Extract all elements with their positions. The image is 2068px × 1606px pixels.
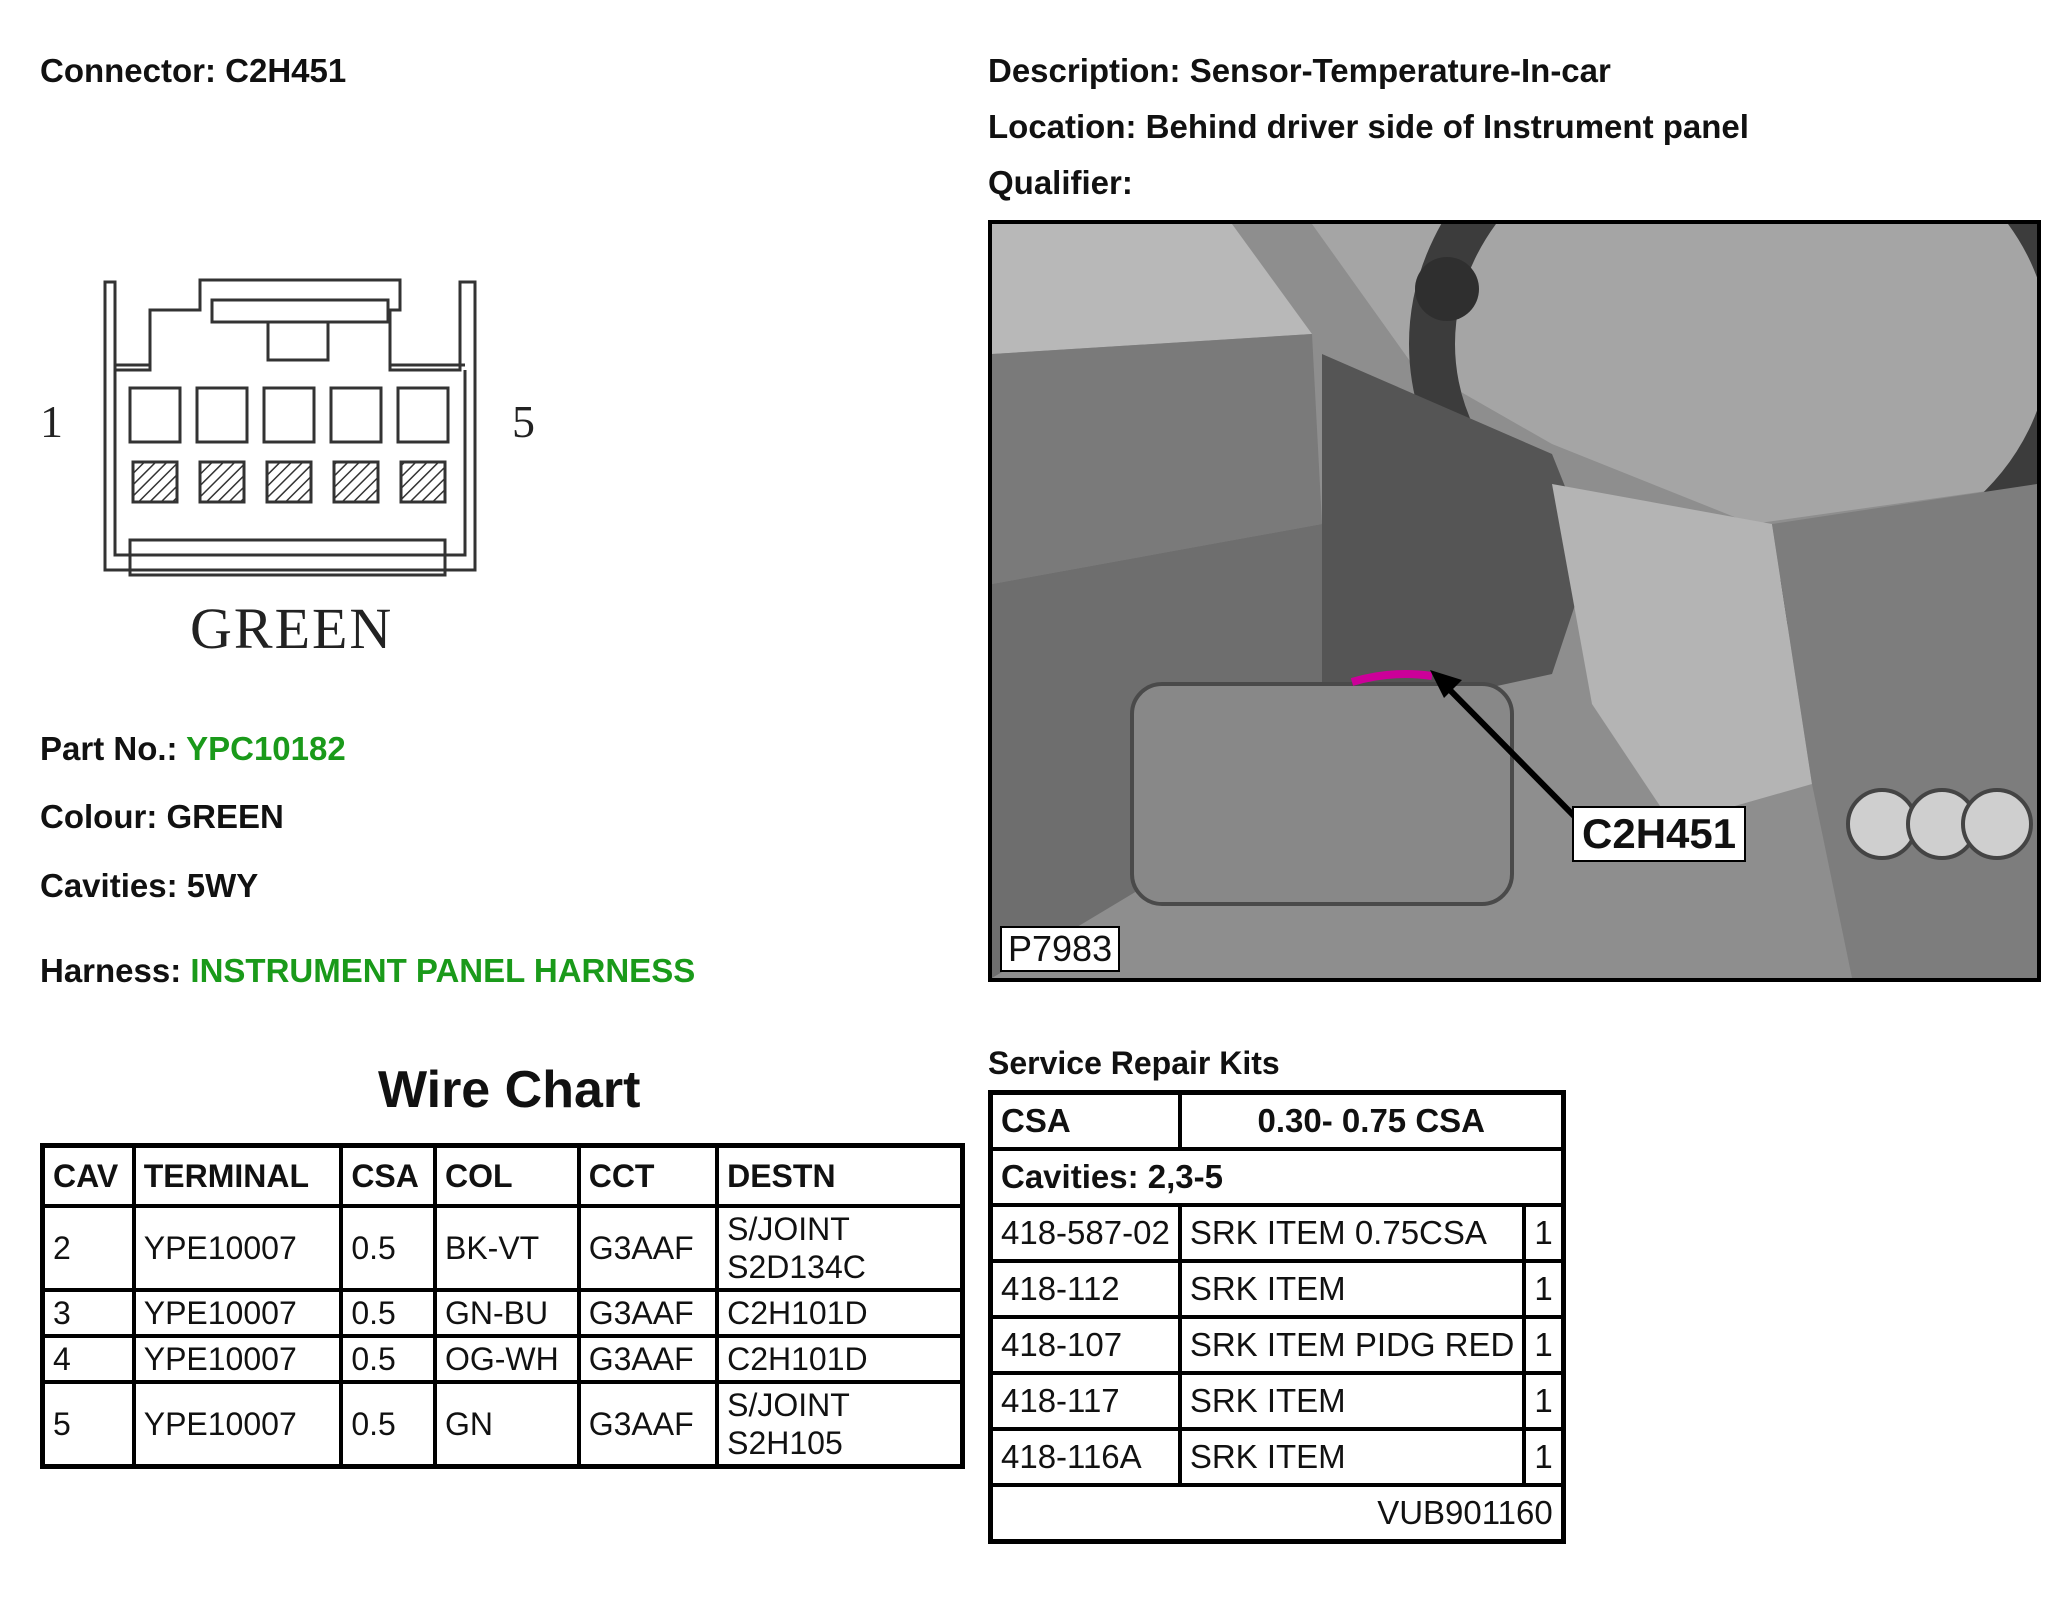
photo-callout-label: C2H451: [1572, 806, 1746, 862]
col-col: COL: [435, 1146, 579, 1207]
srk-qty: 1: [1524, 1373, 1563, 1429]
col-csa: CSA: [341, 1146, 435, 1207]
pin-5-label: 5: [512, 396, 535, 447]
connector-colour-caption: GREEN: [190, 596, 394, 661]
part-number-value[interactable]: YPC10182: [186, 730, 346, 767]
wire-chart-title: Wire Chart: [378, 1061, 641, 1119]
srk-cavities: Cavities: 2,3-5: [991, 1149, 1564, 1205]
cell-csa: 0.5: [341, 1336, 435, 1382]
col-cav: CAV: [43, 1146, 134, 1207]
srk-csa-row: [991, 1093, 1564, 1150]
cell-col: BK-VT: [435, 1206, 579, 1290]
cell-csa: 0.5: [341, 1382, 435, 1467]
cavities-label: Cavities: 5WY: [40, 867, 259, 904]
table-row: [991, 1429, 1564, 1485]
pin-1-label: 1: [40, 396, 63, 447]
photo-reference: P7983: [1000, 926, 1120, 972]
table-row: [991, 1261, 1564, 1317]
connector-location-photo: [988, 220, 2041, 982]
srk-part: 418-116A: [991, 1429, 1180, 1485]
connector-label: Connector: C2H451: [40, 52, 347, 89]
srk-footer-row: [991, 1485, 1564, 1542]
srk-part: 418-107: [991, 1317, 1180, 1373]
srk-desc: SRK ITEM 0.75CSA: [1180, 1205, 1525, 1261]
table-row: [991, 1373, 1564, 1429]
cell-cav: 5: [43, 1382, 134, 1467]
cell-terminal: YPE10007: [134, 1290, 342, 1336]
srk-qty: 1: [1524, 1205, 1563, 1261]
cell-cct: G3AAF: [579, 1290, 717, 1336]
cavity-1: [130, 388, 180, 442]
srk-title: Service Repair Kits: [988, 1045, 1280, 1081]
table-row: [43, 1382, 963, 1467]
wire-chart-table: [40, 1143, 965, 1469]
description-label: Description: Sensor-Temperature-In-car: [988, 52, 1611, 89]
table-row: [43, 1206, 963, 1290]
srk-qty: 1: [1524, 1261, 1563, 1317]
part-number: [40, 730, 346, 768]
srk-part: 418-587-02: [991, 1205, 1180, 1261]
cell-csa: 0.5: [341, 1290, 435, 1336]
srk-cavities-row: [991, 1149, 1564, 1205]
srk-qty: 1: [1524, 1429, 1563, 1485]
cavity-3: [264, 388, 314, 442]
cell-cav: 4: [43, 1336, 134, 1382]
srk-part: 418-112: [991, 1261, 1180, 1317]
cell-terminal: YPE10007: [134, 1206, 342, 1290]
col-terminal: TERMINAL: [134, 1146, 342, 1207]
cell-cct: G3AAF: [579, 1206, 717, 1290]
cell-terminal: YPE10007: [134, 1336, 342, 1382]
table-row: [991, 1317, 1564, 1373]
cavity-2: [197, 388, 247, 442]
wire-chart-header-row: [43, 1146, 963, 1207]
cavity-5: [398, 388, 448, 442]
srk-desc: SRK ITEM PIDG RED: [1180, 1317, 1525, 1373]
srk-csa-label: CSA: [991, 1093, 1180, 1150]
srk-desc: SRK ITEM: [1180, 1429, 1525, 1485]
table-row: [43, 1336, 963, 1382]
cell-destn: C2H101D: [717, 1336, 962, 1382]
cell-destn: S/JOINT S2D134C: [717, 1206, 962, 1290]
harness-value[interactable]: INSTRUMENT PANEL HARNESS: [190, 952, 696, 989]
cell-cav: 2: [43, 1206, 134, 1290]
colour-label: Colour: GREEN: [40, 798, 284, 835]
cell-cav: 3: [43, 1290, 134, 1336]
cell-terminal: YPE10007: [134, 1382, 342, 1467]
col-destn: DESTN: [717, 1146, 962, 1207]
cell-cct: G3AAF: [579, 1382, 717, 1467]
srk-part: 418-117: [991, 1373, 1180, 1429]
srk-desc: SRK ITEM: [1180, 1373, 1525, 1429]
qualifier-label: Qualifier:: [988, 164, 1133, 201]
lock-5: [401, 462, 445, 502]
srk-footer: VUB901160: [991, 1485, 1564, 1542]
cell-csa: 0.5: [341, 1206, 435, 1290]
location-label: Location: Behind driver side of Instrument panel: [988, 108, 1749, 145]
lock-3: [267, 462, 311, 502]
lock-2: [200, 462, 244, 502]
connector-face-diagram: [30, 270, 490, 590]
lock-1: [133, 462, 177, 502]
cell-destn: C2H101D: [717, 1290, 962, 1336]
cell-col: GN-BU: [435, 1290, 579, 1336]
srk-table: [988, 1090, 1566, 1544]
cell-col: OG-WH: [435, 1336, 579, 1382]
part-number-label: Part No.:: [40, 730, 187, 767]
lock-4: [334, 462, 378, 502]
col-cct: CCT: [579, 1146, 717, 1207]
cell-col: GN: [435, 1382, 579, 1467]
dashboard-illustration: [992, 224, 2037, 978]
table-row: [991, 1205, 1564, 1261]
harness-label: Harness:: [40, 952, 191, 989]
harness: [40, 952, 695, 990]
cell-cct: G3AAF: [579, 1336, 717, 1382]
table-row: [43, 1290, 963, 1336]
srk-desc: SRK ITEM: [1180, 1261, 1525, 1317]
srk-csa-value: 0.30- 0.75 CSA: [1180, 1093, 1563, 1150]
cell-destn: S/JOINT S2H105: [717, 1382, 962, 1467]
srk-qty: 1: [1524, 1317, 1563, 1373]
cavity-4: [331, 388, 381, 442]
